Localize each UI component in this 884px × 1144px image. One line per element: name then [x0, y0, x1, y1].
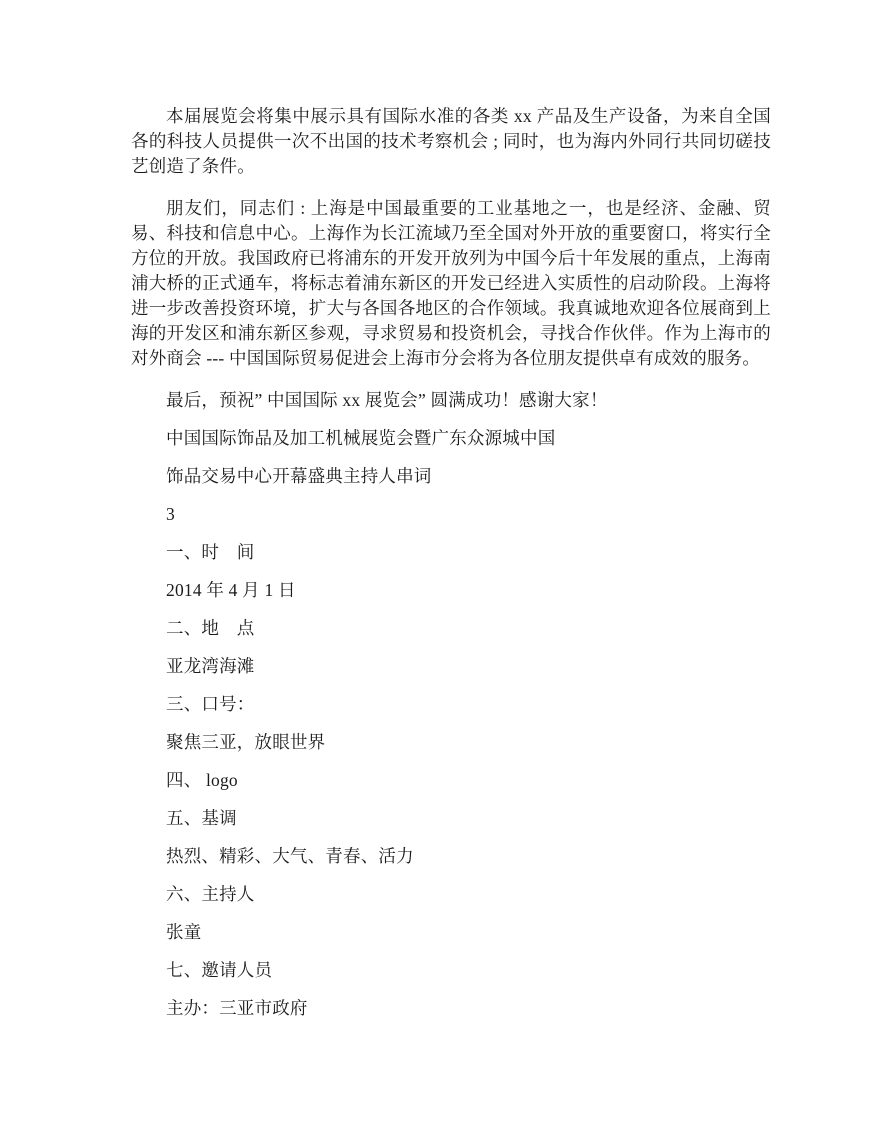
paragraph-intro-exhibition: 本届展览会将集中展示具有国际水准的各类 xx 产品及生产设备，为来自全国各的科技人员提供一次不出国的技术考察机会 ; 同时，也为海内外同行共同切磋技艺创造了条件。 [131, 106, 771, 176]
line-event-title-part1: 中国国际饰品及加工机械展览会暨广东众源城中国 [166, 428, 556, 448]
line-location-value: 亚龙湾海滩 [166, 656, 255, 676]
line-heading-tone: 五、基调 [166, 808, 237, 828]
line-tone-value: 热烈、精彩、大气、青春、活力 [166, 846, 414, 866]
document-body [131, 104, 771, 1034]
line-closing-wish: 最后，预祝” 中国国际 xx 展览会” 圆满成功！感谢大家！ [166, 390, 608, 410]
line-heading-time: 一、时 间 [166, 542, 255, 562]
line-heading-location: 二、地 点 [166, 618, 255, 638]
line-host-value: 张童 [166, 922, 202, 942]
line-heading-slogan: 三、口号： [166, 694, 255, 714]
paragraph-shanghai-speech: 朋友们，同志们 : 上海是中国最重要的工业基地之一，也是经济、金融、贸易、科技和信息中心。上海作为长江流域乃至全国对外开放的重要窗口，将实行全方位的开放。我国政府已将浦东的开发开放列为中国今后十年发展的重点，上海南浦大桥的正式通车，将标志着浦东新区的开发已经进入实质性的启动阶段。上海将进一步改善投资环境，扩大与各国各地区的合作领域。我真诚地欢迎各位展商到上海的开发区和浦东新区参观，寻求贸易和投资机会，寻找合作伙伴。作为上海市的对外商会 --- 中国国际贸易促进会上海市分会将为各位朋友提供卓有成效的服务。 [131, 198, 771, 368]
line-organizer-value: 主办：三亚市政府 [166, 998, 308, 1018]
line-slogan-value: 聚焦三亚，放眼世界 [166, 732, 326, 752]
line-event-title-part2: 饰品交易中心开幕盛典主持人串词 [166, 466, 432, 486]
line-heading-logo: 四、 logo [166, 770, 238, 790]
line-page-number: 3 [166, 504, 175, 524]
line-time-value: 2014 年 4 月 1 日 [166, 580, 296, 600]
line-heading-host: 六、主持人 [166, 884, 255, 904]
line-heading-invitees: 七、邀请人员 [166, 960, 273, 980]
